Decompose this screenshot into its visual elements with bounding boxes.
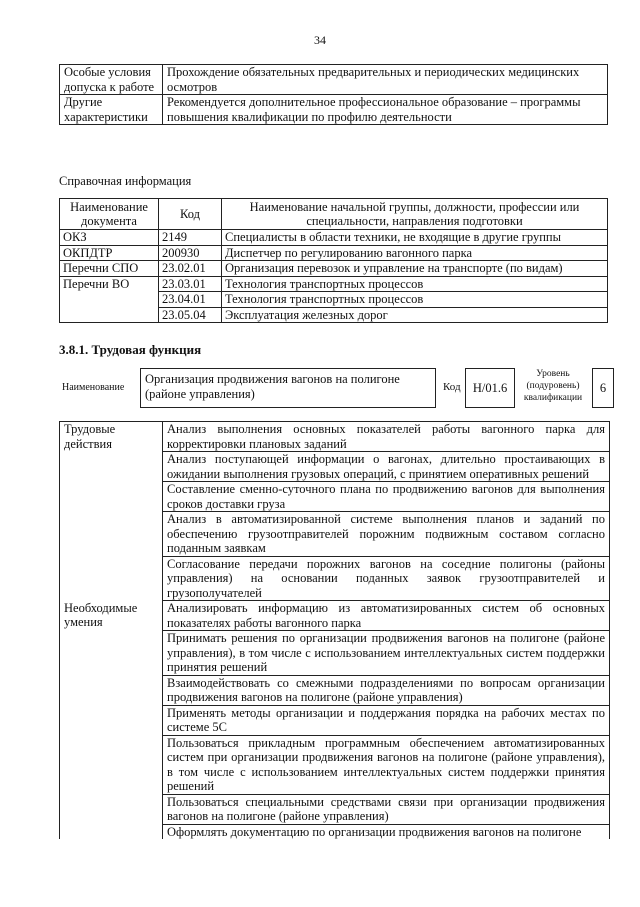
cell-name: Технология транспортных процессов <box>222 276 608 292</box>
skill-item: Оформлять документацию по организации продвижения вагонов на полигоне <box>163 824 610 839</box>
conditions-table <box>59 64 608 125</box>
cell-code: 2149 <box>159 230 222 246</box>
table-row <box>60 292 608 308</box>
skill-item: Применять методы организации и поддержания порядка на рабочих местах по системе 5С <box>163 705 610 735</box>
action-item: Согласование передачи порожних вагонов на соседние полигоны (районы управления) на основании поданных заявок грузоотправителей и грузополучателей <box>163 556 610 601</box>
cell-code: 23.04.01 <box>159 292 222 308</box>
skills-label: Необходимые умения <box>60 601 163 840</box>
cell-name: Диспетчер по регулированию вагонного парка <box>222 245 608 261</box>
row-value: Рекомендуется дополнительное профессиональное образование – программы повышения квалификации по профилю деятельности <box>163 95 608 125</box>
cell-name: Технология транспортных процессов <box>222 292 608 308</box>
function-name-box: Организация продвижения вагонов на полигоне (районе управления) <box>140 368 436 408</box>
cell-name: Эксплуатация железных дорог <box>222 307 608 323</box>
skill-item: Взаимодействовать со смежными подразделениями по вопросам организации продвижения вагонов на полигоне (районе управления) <box>163 675 610 705</box>
header-doc: Наименование документа <box>60 199 159 230</box>
table-row <box>60 261 608 277</box>
cell-doc: Перечни ВО <box>60 276 159 292</box>
level-box: 6 <box>592 368 614 408</box>
row-value: Прохождение обязательных предварительных и периодических медицинских осмотров <box>163 65 608 95</box>
function-table <box>59 421 610 839</box>
table-row <box>60 245 608 261</box>
code-label: Код <box>443 381 461 393</box>
table-row <box>60 601 610 631</box>
reference-table <box>59 198 608 323</box>
reference-title: Справочная информация <box>59 174 192 188</box>
skill-item: Пользоваться специальными средствами связи при организации продвижения вагонов на полигоне (районе управления) <box>163 794 610 824</box>
row-label: Другие характеристики <box>60 95 163 125</box>
table-row <box>60 276 608 292</box>
cell-name: Организация перевозок и управление на транспорте (по видам) <box>222 261 608 277</box>
cell-name: Специалисты в области техники, не входящие в другие группы <box>222 230 608 246</box>
cell-doc: ОКЗ <box>60 230 159 246</box>
cell-doc <box>60 292 159 308</box>
code-box: H/01.6 <box>465 368 515 408</box>
skill-item: Анализировать информацию из автоматизированных систем об основных показателях работы вагонного парка <box>163 601 610 631</box>
actions-label: Трудовые действия <box>60 422 163 601</box>
table-row <box>60 65 608 95</box>
cell-code: 23.05.04 <box>159 307 222 323</box>
table-row <box>60 422 610 452</box>
table-row <box>60 230 608 246</box>
cell-doc <box>60 307 159 323</box>
action-item: Составление сменно-суточного плана по продвижению вагонов для выполнения сроков доставки груза <box>163 482 610 512</box>
row-label: Особые условия допуска к работе <box>60 65 163 95</box>
table-row <box>60 95 608 125</box>
cell-doc: ОКПДТР <box>60 245 159 261</box>
page-number: 34 <box>314 33 326 47</box>
action-item: Анализ в автоматизированной системе выполнения планов и заданий по обеспечению грузоотправителей порожним подвижным составом согласно поданным заявкам <box>163 512 610 557</box>
skill-item: Принимать решения по организации продвижения вагонов на полигоне (районе управления), в том числе с использованием интеллектуальных систем поддержки принятия решений <box>163 631 610 676</box>
level-label: Уровень (подуровень) квалификации <box>523 369 583 403</box>
skill-item: Пользоваться прикладным программным обеспечением автоматизированных систем при организации продвижения вагонов на полигоне (районе управления), в том числе с использованием интеллектуальных систем поддержки принятия решений <box>163 735 610 794</box>
cell-code: 200930 <box>159 245 222 261</box>
table-row <box>60 307 608 323</box>
action-item: Анализ поступающей информации о вагонах, длительно простаивающих в ожидании выполнения грузовых операций, с принятием оперативных решений <box>163 452 610 482</box>
action-item: Анализ выполнения основных показателей работы вагонного парка для корректировки плановых заданий <box>163 422 610 452</box>
cell-doc: Перечни СПО <box>60 261 159 277</box>
table-header-row <box>60 199 608 230</box>
header-name: Наименование начальной группы, должности, профессии или специальности, направления подготовки <box>222 199 608 230</box>
cell-code: 23.03.01 <box>159 276 222 292</box>
cell-code: 23.02.01 <box>159 261 222 277</box>
header-code: Код <box>159 199 222 230</box>
function-heading: 3.8.1. Трудовая функция <box>59 342 202 357</box>
name-label: Наименование <box>62 382 125 393</box>
